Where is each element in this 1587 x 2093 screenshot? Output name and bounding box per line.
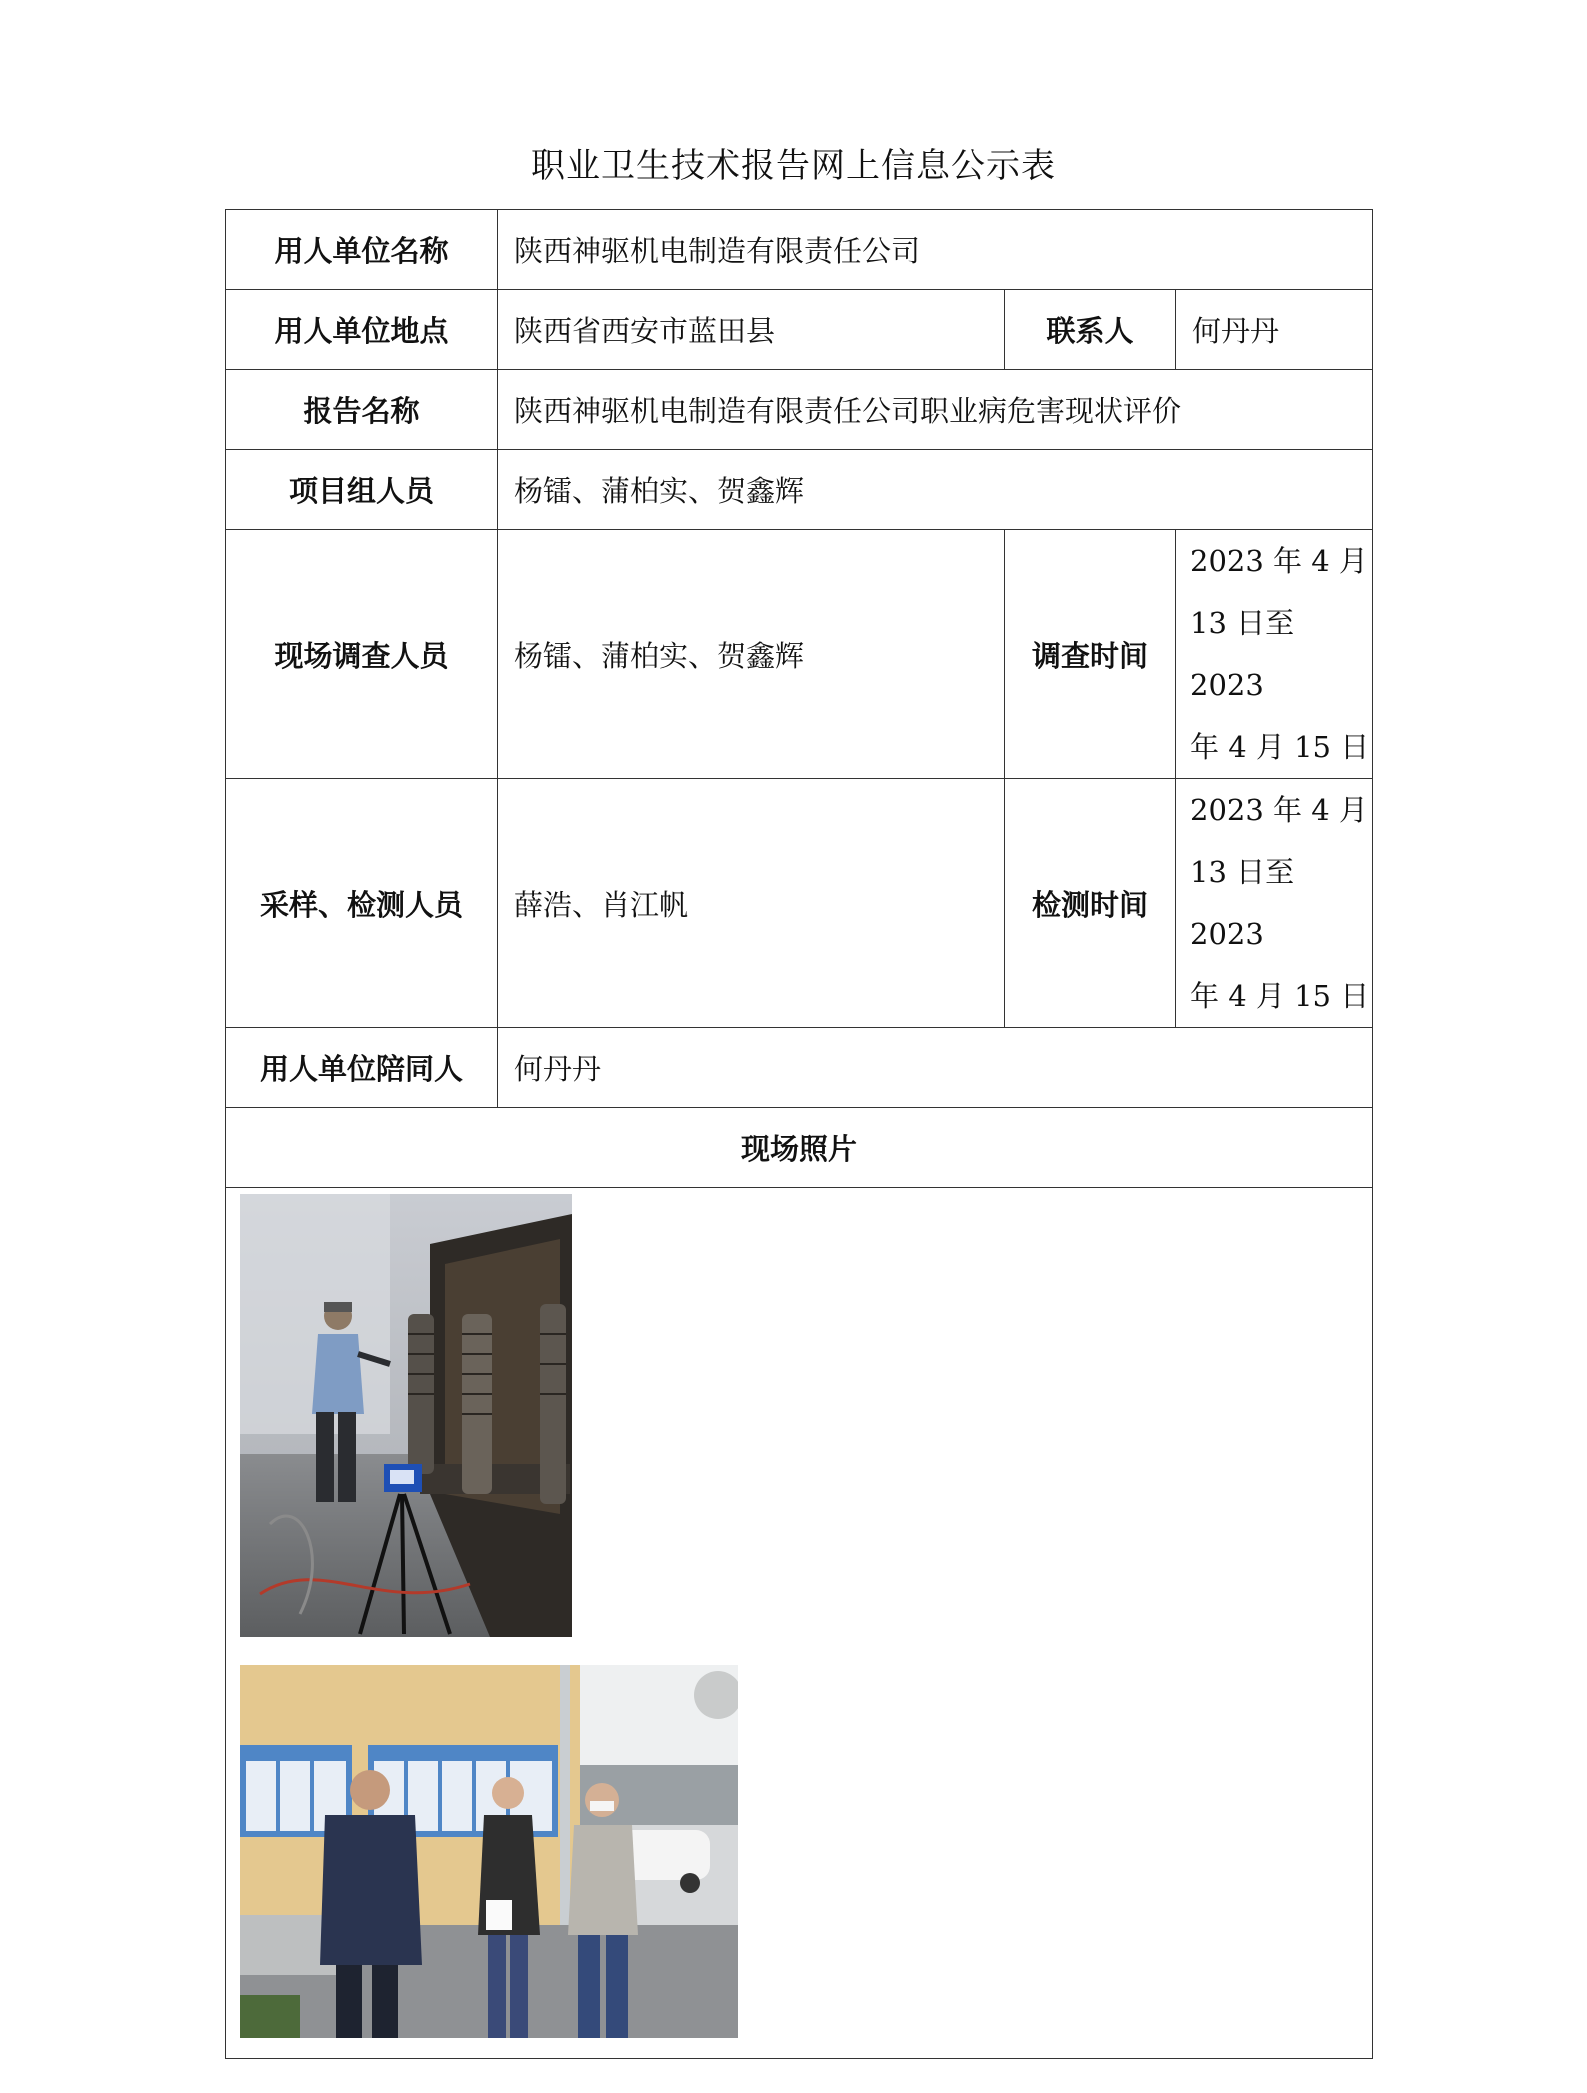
survey-time-line-1: 2023 年 4 月: [1190, 544, 1368, 578]
row-photos-header: [226, 1108, 1373, 1188]
site-survey-staff-value: 杨镭、蒲柏实、贺鑫辉: [498, 530, 1005, 779]
testing-time-line-3: 年 4 月 15 日: [1190, 979, 1370, 1013]
contact-label: 联系人: [1005, 290, 1176, 370]
accompanying-person-label: 用人单位陪同人: [226, 1028, 498, 1108]
photos-header: 现场照片: [226, 1108, 1373, 1188]
report-name-value: 陕西神驱机电制造有限责任公司职业病危害现状评价: [498, 370, 1373, 450]
row-sampling: [226, 779, 1373, 1028]
survey-time-line-2: 13 日至 2023: [1190, 606, 1295, 702]
document-title: 职业卫生技术报告网上信息公示表: [531, 146, 1056, 186]
sampling-staff-value: 薛浩、肖江帆: [498, 779, 1005, 1028]
project-team-label: 项目组人员: [226, 450, 498, 530]
row-employer-location: [226, 290, 1373, 370]
row-project-team: [226, 450, 1373, 530]
photos-cell: [226, 1188, 1373, 2059]
survey-time-line-3: 年 4 月 15 日: [1190, 730, 1370, 764]
contact-value: 何丹丹: [1176, 290, 1373, 370]
site-photo-spray-booth: [240, 1194, 572, 1637]
employer-name-label: 用人单位名称: [226, 210, 498, 290]
project-team-value: 杨镭、蒲柏实、贺鑫辉: [498, 450, 1373, 530]
testing-time-line-2: 13 日至 2023: [1190, 855, 1295, 951]
site-photo-bulletin-board: [240, 1665, 738, 2038]
testing-time-line-1: 2023 年 4 月: [1190, 793, 1368, 827]
survey-time-label: 调查时间: [1005, 530, 1176, 779]
row-photos: [226, 1188, 1373, 2059]
row-site-survey: [226, 530, 1373, 779]
row-employer-name: [226, 210, 1373, 290]
disclosure-table: [225, 209, 1373, 2059]
row-accompanying: [226, 1028, 1373, 1108]
report-name-label: 报告名称: [226, 370, 498, 450]
row-report-name: [226, 370, 1373, 450]
employer-location-value: 陕西省西安市蓝田县: [498, 290, 1005, 370]
accompanying-person-value: 何丹丹: [498, 1028, 1373, 1108]
employer-location-label: 用人单位地点: [226, 290, 498, 370]
testing-time-value: [1176, 779, 1373, 1028]
sampling-staff-label: 采样、检测人员: [226, 779, 498, 1028]
survey-time-value: [1176, 530, 1373, 779]
testing-time-label: 检测时间: [1005, 779, 1176, 1028]
site-survey-staff-label: 现场调查人员: [226, 530, 498, 779]
employer-name-value: 陕西神驱机电制造有限责任公司: [498, 210, 1373, 290]
